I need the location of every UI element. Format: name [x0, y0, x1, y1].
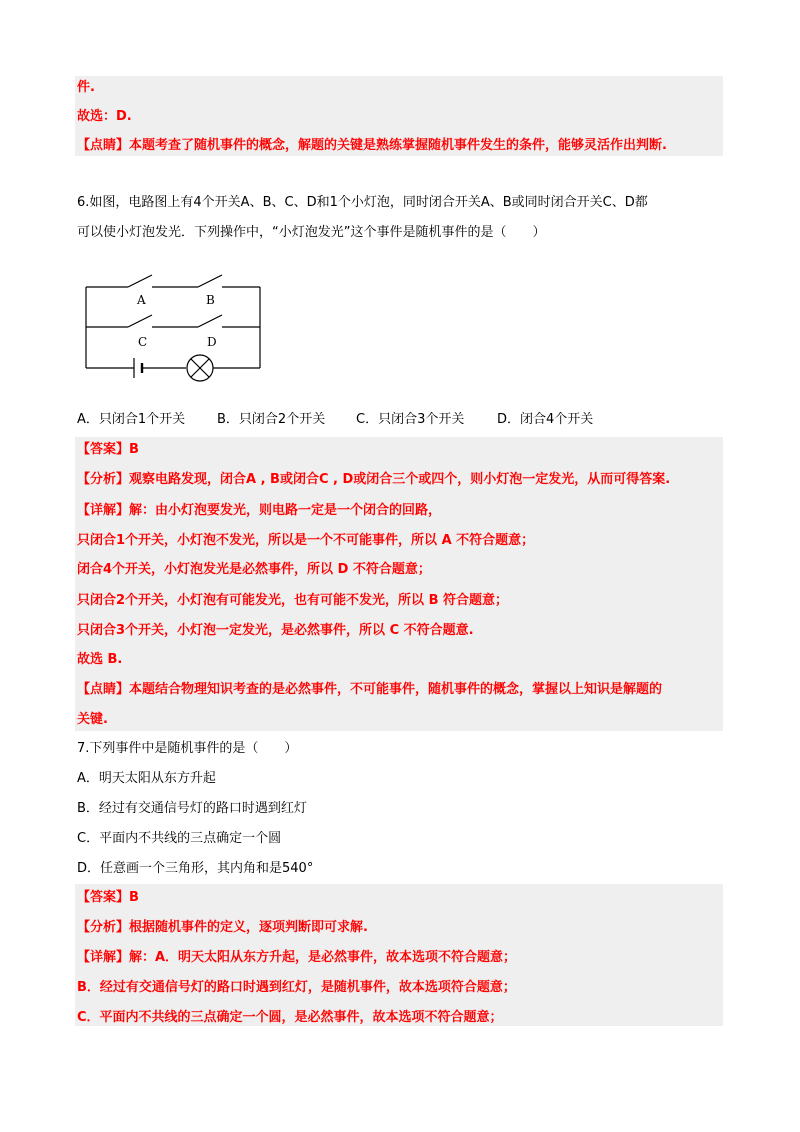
q6-option-a: A．只闭合1个开关 — [77, 412, 186, 427]
prev-choice-text: 故选：D. — [77, 109, 132, 124]
q6-detail-3: 闭合4个开关，小灯泡发光是必然事件，所以 D 不符合题意； — [77, 562, 431, 577]
q6-stem-line2: 可以使小灯泡发光．下列操作中，“小灯泡发光”这个事件是随机事件的是（ ） — [77, 225, 546, 240]
q6-note-line1: 【点睛】本题结合物理知识考查的是必然事件，不可能事件，随机事件的概念，掌握以上知识是解题的 — [77, 682, 663, 697]
q7-detail-2: B．经过有交通信号灯的路口时遇到红灯，是随机事件，故本选项符合题意； — [77, 980, 516, 995]
q6-note-line2: 关键. — [77, 712, 108, 727]
q7-answer: 【答案】B — [77, 890, 139, 905]
prev-tail-text: 件. — [77, 80, 95, 95]
q6-option-d: D．闭合4个开关 — [497, 412, 594, 427]
q6-stem-line1: 6.如图，电路图上有4个开关A、B、C、D和1个小灯泡，同时闭合开关A、B或同时闭合开关C、D都 — [77, 195, 648, 210]
q7-detail-1: 【详解】解：A．明天太阳从东方升起，是必然事件，故本选项不符合题意； — [77, 950, 517, 965]
q7-analysis: 【分析】根据随机事件的定义，逐项判断即可求解. — [77, 920, 368, 935]
q6-option-c: C．只闭合3个开关 — [356, 412, 465, 427]
switch-d-label: D — [207, 335, 217, 349]
q6-detail-1: 【详解】解：由小灯泡要发光，则电路一定是一个闭合的回路， — [77, 503, 442, 518]
q7-option-d: D．任意画一个三角形，其内角和是540° — [77, 861, 314, 876]
q7-option-c: C．平面内不共线的三点确定一个圆 — [77, 831, 282, 846]
q6-detail-2: 只闭合1个开关，小灯泡不发光，所以是一个不可能事件，所以 A 不符合题意； — [77, 533, 535, 548]
q7-stem: 7.下列事件中是随机事件的是（ ） — [77, 741, 298, 756]
q6-detail-6: 故选 B. — [77, 652, 123, 667]
q6-detail-5: 只闭合3个开关，小灯泡一定发光，是必然事件，所以 C 不符合题意. — [77, 623, 474, 638]
q6-detail-4: 只闭合2个开关，小灯泡有可能发光，也有可能不发光，所以 B 符合题意； — [77, 593, 509, 608]
circuit-diagram — [80, 270, 270, 390]
q6-answer: 【答案】B — [77, 442, 139, 457]
switch-c-label: C — [138, 335, 148, 349]
q6-analysis: 【分析】观察电路发现，闭合A , B或闭合C , D或闭合三个或四个，则小灯泡一定发光，从而可得答案. — [77, 472, 671, 487]
q7-detail-3: C．平面内不共线的三点确定一个圆，是必然事件，故本选项不符合题意； — [77, 1010, 503, 1025]
prev-note-text: 【点睛】本题考查了随机事件的概念，解题的关键是熟练掌握随机事件发生的条件，能够灵活作出判断. — [77, 138, 667, 153]
switch-a-label: A — [137, 293, 146, 307]
switch-b-label: B — [206, 293, 215, 307]
q7-option-a: A．明天太阳从东方升起 — [77, 771, 216, 786]
q7-option-b: B．经过有交通信号灯的路口时遇到红灯 — [77, 801, 307, 816]
q6-option-b: B．只闭合2个开关 — [217, 412, 326, 427]
